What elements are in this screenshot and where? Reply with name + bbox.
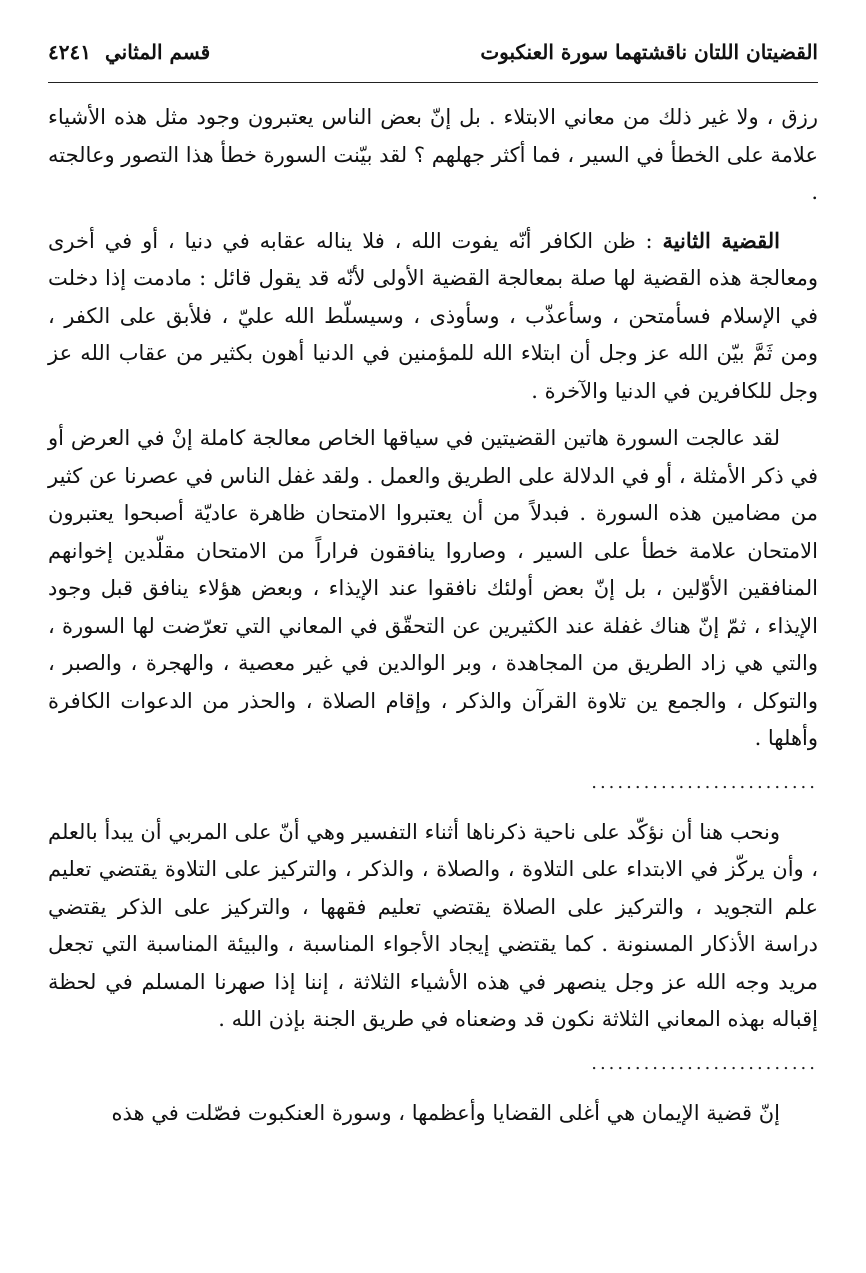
paragraph-2-body: ظن الكافر أنّه يفوت الله ، فلا يناله عقابه في دنيا ، أو في أخرى ومعالجة هذه القضية لها صلة بمعالجة القضية الأولى لأنّه قد يقول قائل : مادمت إذا دخلت في الإسلام فسأمتحن ، وسأعذّب ، وسأوذى ، وسيسلّط الله عليّ ، فلأبق على الكفر ، ومن ثَمَّ بيّن الله عز وجل أن ابتلاء الله للمؤمنين في الدنيا أهون بكثير من عقاب الله عز وجل للكافرين في الدنيا والآخرة .	[48, 228, 818, 403]
paragraph-5: إنّ قضية الإيمان هي أغلى القضايا وأعظمها ، وسورة العنكبوت فصّلت في هذه	[111, 1100, 780, 1125]
paragraph-3: لقد عالجت السورة هاتين القضيتين في سياقها الخاص معالجة كاملة إنْ في العرض أو في ذكر الأمثلة ، أو في الدلالة على الطريق والعمل . ولقد غفل الناس في عصرنا عن كثير من مضامين هذه السورة . فبدلاً من أن يعتبروا الامتحان ظاهرة عاديّة أصبحوا يعتبرون الامتحان علامة خطأ على السير ، وصاروا ينافقون فراراً من الامتحان مقلّدين إخوانهم المنافقين الأوّلين ، بل إنّ بعض أولئك نافقوا عند الإيذاء ، وبعض هؤلاء ينافق قبل وجود الإيذاء ، ثمّ إنّ هناك غفلة عند الكثيرين عن التحقّق في المعاني التي تعرّضت لها السورة ، والتي هي زاد الطريق من المجاهدة ، وبر الوالدين في غير معصية ، والهجرة ، والصبر ، والتوكل ، والجمع ين تلاوة القرآن والذكر ، وإقام الصلاة ، والحذر من الدعوات الكافرة وأهلها .	[48, 426, 818, 750]
header-meta	[48, 40, 210, 64]
second-issue-heading: القضية الثانية	[662, 227, 780, 253]
section-name: قسم المثاني	[104, 40, 211, 64]
page-number: ٤٢٤١	[48, 40, 91, 64]
section-divider-2: ..........................	[591, 1052, 818, 1074]
document-page	[48, 40, 818, 1142]
body-text	[48, 99, 818, 1132]
section-divider-1: ..........................	[591, 771, 818, 793]
paragraph-1: رزق ، ولا غير ذلك من معاني الابتلاء . بل إنّ بعض الناس يعتبرون وجود مثل هذه الأشياء علامة على الخطأ في السير ، فما أكثر جهلهم ؟ لقد بيّنت السورة خطأ هذا التصور وعالجته .	[48, 105, 818, 204]
paragraph-4: ونحب هنا أن نؤكّد على ناحية ذكرناها أثناء التفسير وهي أنّ على المربي أن يبدأ بالعلم ، وأن يركّز في الابتداء على التلاوة ، والصلاة ، والذكر ، والتركيز على التلاوة يقتضي تعليم علم التجويد ، والتركيز على الصلاة يقتضي تعليم فقهها ، والتركيز على الذكر يقتضي دراسة الأذكار المسنونة . كما يقتضي إيجاد الأجواء المناسبة ، والبيئة المناسبة التي تجعل مريد وجه الله عز وجل ينصهر في هذه الأشياء الثلاثة ، إننا إذا صهرنا المسلم في لحظة إقباله بهذه المعاني الثلاثة نكون قد وضعناه في طريق الجنة بإذن الله .	[48, 819, 818, 1031]
chapter-title: القضيتان اللتان ناقشتهما سورة العنكبوت	[480, 40, 818, 64]
paragraph-2	[48, 222, 818, 411]
running-header	[48, 40, 818, 83]
heading-separator: :	[635, 228, 663, 253]
